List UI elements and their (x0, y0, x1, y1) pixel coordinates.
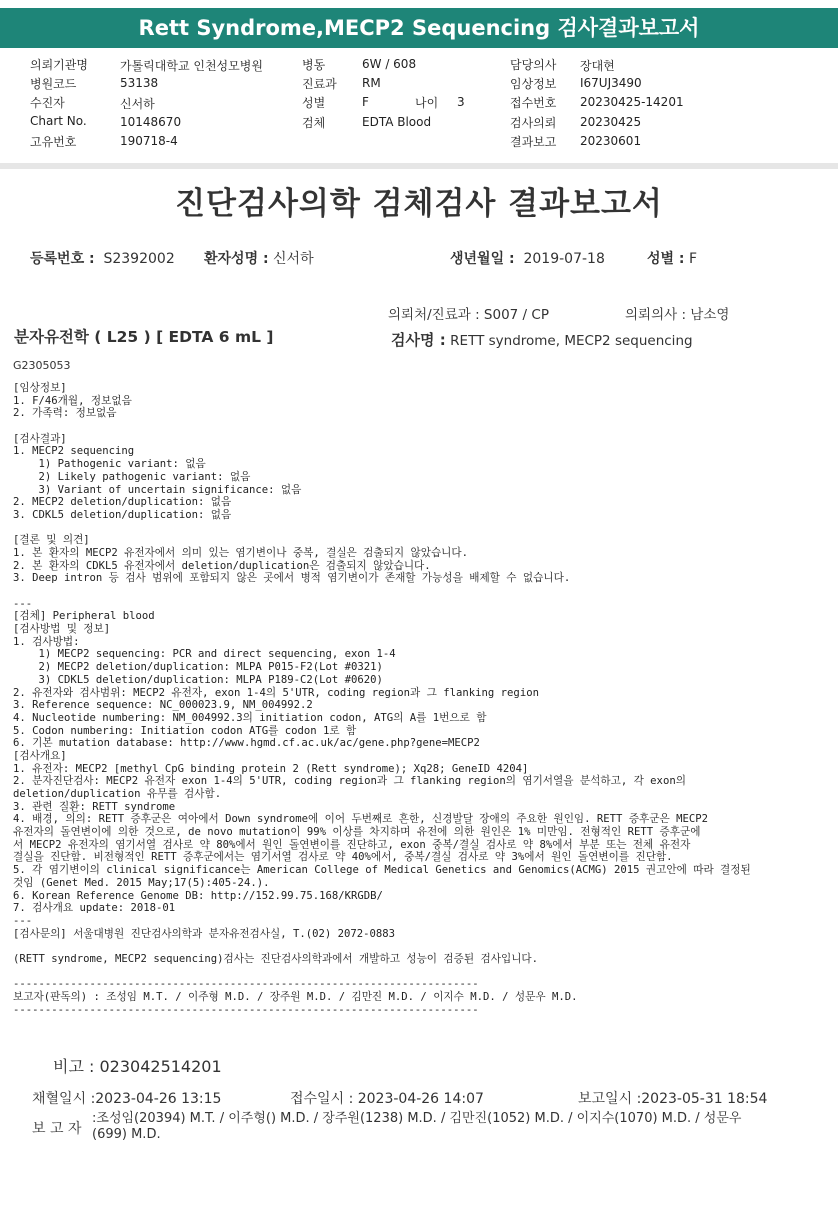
report-line: deletion/duplication 유무를 검사함. (13, 788, 222, 800)
test-name: 검사명 : RETT syndrome, MECP2 sequencing (391, 331, 693, 349)
report-line: 6. 기본 mutation database: http://www.hgmd.cf.ac.uk/ac/gene.php?gene=MECP2 (13, 737, 480, 750)
report-line: --- (13, 597, 33, 610)
report-line (13, 522, 751, 535)
report-line: 1. MECP2 sequencing (13, 445, 135, 458)
header-value: 20230601 (580, 134, 642, 148)
reporter-list: :조성임(20394) M.T. / 이주형() M.D. / 장주원(1238) M.D. / 김만진(1052) M.D. / 이지수(1070) M.D. / 성문우 (699) M.D. (92, 1111, 742, 1142)
header-label: 병동 (302, 58, 326, 72)
report-line: 유전자의 돌연변이에 의한 것으로, de novo mutation이 99% 이상를 차지하며 유전에 의한 원인은 1% 미만임. 전형적인 RETT 증후군에 (13, 826, 701, 839)
report-line: 2. MECP2 deletion/duplication: 없음 (13, 496, 232, 509)
reported-time: 보고일시 :2023-05-31 18:54 (578, 1091, 768, 1107)
report-line: --- (13, 914, 33, 927)
report-line: 2. 분자진단검사: MECP2 유전자 exon 1-4의 5'UTR, coding region과 그 flanking region의 염기서열을 분석하고, 각 exon의 (13, 775, 686, 788)
header-value: 53138 (120, 76, 159, 90)
report-line: 3) Variant of uncertain significance: 없음 (13, 483, 302, 496)
reporter-label: 보 고 자 (32, 1121, 82, 1137)
report-line: 3. CDKL5 deletion/duplication: 없음 (13, 508, 232, 521)
age-label: 나이 (415, 96, 439, 110)
report-line: 결실을 진단함. 비전형적인 RETT 증후군에서는 염기서열 검사로 약 40%에서, 중복/결실 검사로 약 3%에서 원인 돌연변이를 진단함. (13, 851, 673, 864)
report-line: [검사문의] 서울대병원 진단검사의학과 분자유전검사실, T.(02) 2072-0883 (13, 927, 396, 940)
section-divider (0, 163, 838, 169)
report-line: 2. 유전자와 검사범위: MECP2 유전자, exon 1-4의 5'UTR, coding region과 그 flanking region (13, 686, 539, 699)
report-line: 1. 본 환자의 MECP2 유전자에서 의미 있는 염기변이나 중복, 결실은 검출되지 않았습니다. (13, 546, 469, 559)
header-value: I67UJ3490 (580, 76, 642, 90)
report-line (13, 420, 751, 433)
report-line: [임상정보] (13, 382, 67, 394)
report-line: 3. 관련 질환: RETT syndrome (13, 800, 176, 813)
report-line: ------------------------------------------------------------------------- (13, 1003, 479, 1016)
report-line: 1) MECP2 sequencing: PCR and direct sequencing, exon 1-4 (13, 648, 396, 661)
header-value: 190718-4 (120, 134, 178, 148)
report-line: 2. 본 환자의 CDKL5 유전자에서 deletion/duplication은 검출되지 않았습니다. (13, 559, 431, 572)
header-label: 성별 (302, 96, 326, 110)
report-line: 3. Reference sequence: NC_000023.9, NM_004992.2 (13, 699, 313, 712)
header-value: 20230425 (580, 115, 642, 129)
report-line: 보고자(판독의) : 조성임 M.T. / 이주형 M.D. / 장주원 M.D. / 김만진 M.D. / 이지수 M.D. / 성문우 M.D. (13, 991, 578, 1003)
report-line: 1. 검사방법: (13, 635, 80, 648)
report-title: 진단검사의학 검체검사 결과보고서 (175, 186, 663, 222)
report-line: 1. F/46개월, 정보없음 (13, 394, 132, 407)
referral-dept: 의뢰처/진료과 : S007 / CP (388, 307, 549, 323)
header-label: 담당의사 (510, 58, 557, 72)
report-line: ------------------------------------------------------------------------- (13, 978, 479, 991)
report-banner: Rett Syndrome,MECP2 Sequencing 검사결과보고서 (0, 8, 838, 48)
header-label: 진료과 (302, 77, 337, 91)
specimen-code: G2305053 (13, 359, 71, 372)
received-time: 접수일시 : 2023-04-26 14:07 (290, 1091, 484, 1107)
header-value: RM (362, 76, 381, 90)
header-label: Chart No. (30, 114, 87, 128)
referral-doctor: 의뢰의사 : 남소영 (625, 307, 730, 323)
report-line: (RETT syndrome, MECP2 sequencing)검사는 진단검사의학과에서 개발하고 성능이 검증된 검사입니다. (13, 952, 539, 965)
header-value: F (362, 95, 369, 109)
report-line: 7. 검사개요 update: 2018-01 (13, 902, 176, 915)
report-line: 서 MECP2 유전자의 염기서열 검사로 약 80%에서 원인 돌연변이를 진단하고, exon 중복/결실 검사로 약 8%에서 부분 또는 전체 유전자 (13, 838, 691, 851)
report-line: 1. 유전자: MECP2 [methyl CpG binding protein 2 (Rett syndrome); Xq28; GeneID 4204] (13, 762, 529, 775)
report-line: 1) Pathogenic variant: 없음 (13, 458, 206, 471)
report-line: 6. Korean Reference Genome DB: http://152.99.75.168/KRGDB/ (13, 889, 383, 902)
report-line: [검체] Peripheral blood (13, 610, 155, 623)
header-label: 결과보고 (510, 135, 557, 149)
header-label: 의뢰기관명 (30, 58, 88, 72)
report-line: [검사방법 및 정보] (13, 623, 111, 636)
report-line: 5. 각 염기변이의 clinical significance는 American College of Medical Genetics and Genomics(ACMG) 2015 권고안에 따라 결정된 (13, 864, 751, 877)
date-of-birth: 생년월일 : 2019-07-18 (450, 251, 605, 267)
report-line: 것임 (Genet Med. 2015 May;17(5):405-24.). (13, 876, 270, 889)
report-line (13, 940, 751, 953)
header-value: 가톨릭대학교 인천성모병원 (120, 59, 263, 73)
report-line: 4. Nucleotide numbering: NM_004992.3의 initiation codon, ATG의 A를 1번으로 함 (13, 711, 487, 724)
report-line: 3) CDKL5 deletion/duplication: MLPA P189-C2(Lot #0620) (13, 673, 383, 686)
patient-sex: 성별 : F (647, 251, 698, 267)
header-label: 수진자 (30, 96, 65, 110)
patient-name: 환자성명 : 신서하 (204, 251, 314, 267)
report-line: 2) MECP2 deletion/duplication: MLPA P015-F2(Lot #0321) (13, 661, 383, 674)
report-line (13, 966, 751, 979)
header-value: 신서하 (120, 97, 155, 111)
report-line: [검사개요] (13, 749, 67, 762)
section-heading: 분자유전학 ( L25 ) [ EDTA 6 mL ] (14, 328, 274, 346)
report-line: [결론 및 의견] (13, 534, 90, 547)
header-label: 임상정보 (510, 77, 557, 91)
header-value: 20230425-14201 (580, 95, 684, 109)
registration-number: 등록번호 : S2392002 (30, 251, 175, 267)
report-line: 5. Codon numbering: Initiation codon ATG를 codon 1로 함 (13, 724, 357, 737)
report-body (13, 382, 751, 1016)
report-line (13, 585, 751, 598)
header-label: 접수번호 (510, 96, 557, 110)
header-value: EDTA Blood (362, 115, 432, 129)
header-label: 검체 (302, 116, 326, 130)
collected-time: 채혈일시 :2023-04-26 13:15 (32, 1091, 222, 1107)
header-value: 10148670 (120, 115, 182, 129)
header-label: 검사의뢰 (510, 116, 557, 130)
header-value: 장대현 (580, 59, 615, 73)
report-line: 2. 가족력: 정보없음 (13, 407, 117, 420)
header-label: 고유번호 (30, 135, 77, 149)
header-value: 6W / 608 (362, 57, 417, 71)
report-line: 3. Deep intron 등 검사 범위에 포함되지 않은 곳에서 병적 염기변이가 존재할 가능성을 배제할 수 없습니다. (13, 572, 571, 585)
report-line: [검사결과] (13, 432, 67, 445)
age-value: 3 (457, 95, 465, 109)
report-line: 2) Likely pathogenic variant: 없음 (13, 470, 251, 483)
header-label: 병원코드 (30, 77, 77, 91)
remark: 비고 : 023042514201 (53, 1057, 222, 1076)
report-line: 4. 배경, 의의: RETT 증후군은 여아에서 Down syndrome에 이어 두번째로 흔한, 신경발달 장애의 주요한 원인임. RETT 증후군은 MECP2 (13, 813, 709, 826)
